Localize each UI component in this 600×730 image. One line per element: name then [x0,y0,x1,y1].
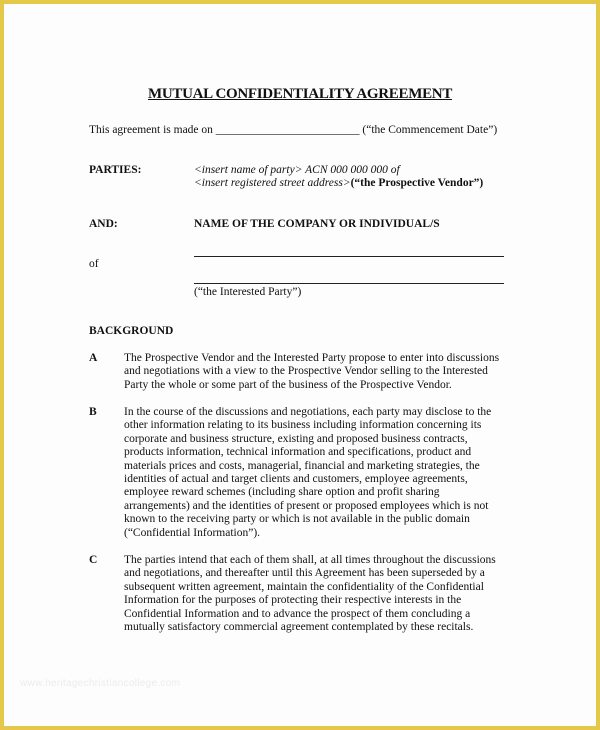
recital-b-line: corporate and business structure, existing and proposed business contracts, [124,432,468,445]
recital-c-line: subsequent written agreement, maintain the confidentiality of the Confidential [124,580,484,593]
recital-c-line: Confidential Information and to advance the prospect of them concluding a [124,607,471,620]
recital-b-line: In the course of the discussions and negotiations, each party may disclose to the [124,406,492,418]
recital-c-line: mutually satisfactory commercial agreement contemplated by these recitals. [124,621,474,634]
recital-a-line: Party the whole or some part of the business of the Prospective Vendor. [124,378,452,391]
document-title: MUTUAL CONFIDENTIALITY AGREEMENT [147,86,453,102]
recital-b-line: products information, technical information and specifications, product and [124,446,472,459]
party-name-placeholder: <insert name of party> ACN 000 000 000 of [194,164,400,176]
party-address-placeholder: <insert registered street address> [194,177,351,189]
recital-c-line: The parties intend that each of them shall, at all times throughout the discussions [124,554,496,566]
watermark-text: www.heritagechristiancollege.com [20,678,181,689]
name-blank-line [194,256,504,257]
recital-b-line: other information relating to its business including information concerning its [124,419,482,432]
recital-b-text [124,406,491,540]
recital-letter-c: C [89,554,98,566]
recital-a-line: and negotiations with a view to the Prospective Vendor selling to the Interested [124,365,488,378]
interested-party-label: (“the Interested Party”) [194,286,302,298]
recital-b-line: materials prices and costs, managerial, financial and marketing strategies, the [124,459,480,472]
made-on-line [89,124,497,138]
of-label: of [89,258,99,270]
recital-c-line: and negotiations, and thereafter until this Agreement has been superseded by a [124,567,485,580]
and-label: AND: [89,218,118,230]
parties-label: PARTIES: [89,164,142,176]
recital-letter-b: B [89,406,97,418]
party-address-line [194,177,483,191]
recital-b-line: known to the receiving party or which is not available in the public domain [124,513,470,526]
company-name-heading: NAME OF THE COMPANY OR INDIVIDUAL/S [194,218,440,230]
recital-a-text [124,352,499,392]
recital-b-line: arrangements) and the identities of present or proposed employees which is not [124,499,489,512]
prospective-vendor-label: (“the Prospective Vendor”) [350,177,484,189]
recital-b-line: employee reward schemes (including share option and profit sharing [124,486,440,499]
recital-b-line: identities of actual and target clients and customers, employee agreements, [124,473,468,486]
recital-letter-a: A [89,352,98,364]
commencement-date-label: (“the Commencement Date”) [362,124,498,136]
address-blank-line [194,283,504,284]
background-heading: BACKGROUND [89,325,174,337]
recital-c-text [124,554,496,634]
made-on-prefix: This agreement is made on [89,124,213,136]
recital-c-line: Information for the purposes of protecting their respective interests in the [124,594,462,607]
recital-b-line: (“Confidential Information”). [124,526,261,539]
made-on-blank: _________________________ [215,124,360,136]
recital-a-line: The Prospective Vendor and the Interested Party propose to enter into discussions [124,352,500,364]
